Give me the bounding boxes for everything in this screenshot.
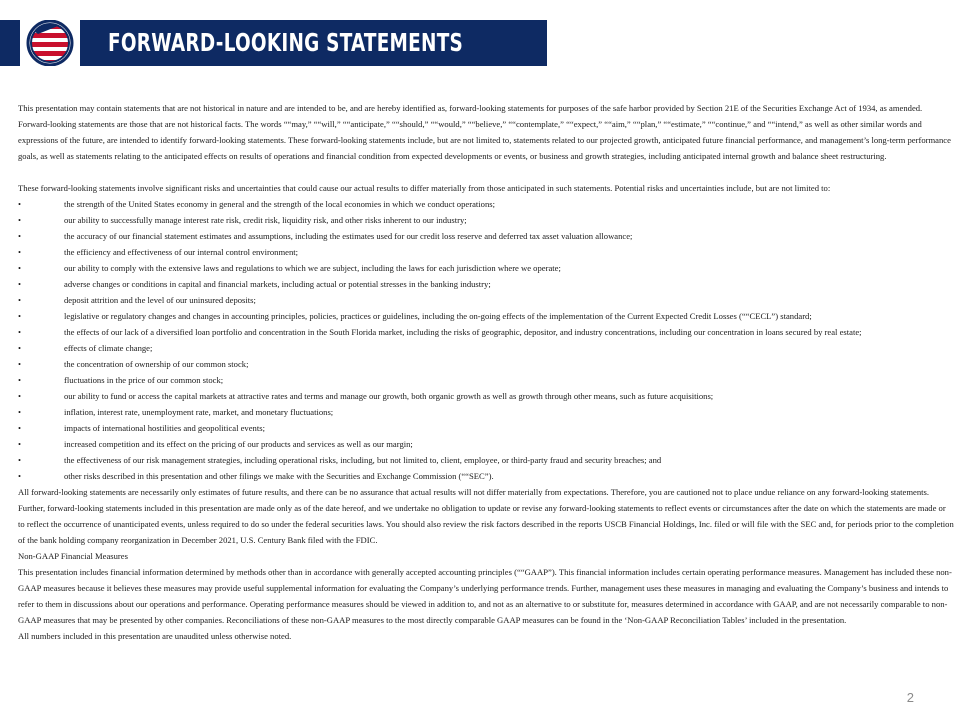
- list-item-text: our ability to comply with the extensive laws and regulations to which we are subject, including the laws for each jurisdiction where we operate;: [64, 263, 561, 273]
- bullet-icon: •: [18, 327, 22, 337]
- logo: [20, 20, 80, 66]
- body-text: [18, 100, 954, 644]
- non-gaap-paragraph: This presentation includes financial information determined by methods other than in accordance with generally accepted accounting principles (““GAAP”). This financial information includes certain operating performance measures. Management has included these non-GAAP measures because it believes these measures may provide useful supplemental information for evaluating the Company’s underlying performance trends. Further, management uses these measures in managing and evaluating the Company’s business and intends to refer to them in discussions about our operations and performance. Operating performance measures should be viewed in addition to, and not as an alternative to or substitute for, measures determined in accordance with GAAP, and are not necessarily comparable to non-GAAP measures that may be presented by other companies. Reconciliations of these non-GAAP measures to the most directly comparable GAAP measures can be found in the ‘Non-GAAP Reconciliation Tables’ included in the presentation.: [18, 567, 952, 625]
- page-number: 2: [906, 690, 914, 705]
- list-item-text: effects of climate change;: [64, 343, 153, 353]
- bullet-icon: •: [18, 391, 22, 401]
- list-item: [18, 228, 954, 244]
- list-item: [18, 276, 954, 292]
- list-item-text: adverse changes or conditions in capital and financial markets, including actual or potential stresses in the banking industry;: [64, 279, 491, 289]
- bullet-icon: •: [18, 263, 22, 273]
- list-item-text: other risks described in this presentation and other filings we make with the Securities and Exchange Commission (““SEC”).: [64, 471, 494, 481]
- flag-globe-icon: [24, 20, 76, 66]
- list-item-text: increased competition and its effect on the pricing of our products and services as well as our margin;: [64, 439, 413, 449]
- list-item-text: legislative or regulatory changes and changes in accounting principles, policies, practices or guidelines, including the on-going effects of the implementation of the Current Expected Credit Losses (““CECL”) standard;: [64, 311, 812, 321]
- list-item: [18, 340, 954, 356]
- list-item-text: our ability to fund or access the capital markets at attractive rates and terms and manage our growth, both organic growth as well as growth through other means, such as future acquisitions;: [64, 391, 714, 401]
- list-item-text: deposit attrition and the level of our uninsured deposits;: [64, 295, 256, 305]
- unaudited-note: All numbers included in this presentation are unaudited unless otherwise noted.: [18, 631, 292, 641]
- list-item: [18, 260, 954, 276]
- list-item: [18, 196, 954, 212]
- non-gaap-heading: Non-GAAP Financial Measures: [18, 551, 128, 561]
- list-item-text: the concentration of ownership of our common stock;: [64, 359, 249, 369]
- bullet-icon: •: [18, 279, 22, 289]
- list-item-text: inflation, interest rate, unemployment rate, market, and monetary fluctuations;: [64, 407, 334, 417]
- list-item: [18, 404, 954, 420]
- list-item: [18, 420, 954, 436]
- list-item: [18, 244, 954, 260]
- list-item: [18, 468, 954, 484]
- list-item: [18, 356, 954, 372]
- bullet-icon: •: [18, 215, 22, 225]
- bullet-icon: •: [18, 455, 22, 465]
- intro-paragraph: This presentation may contain statements that are not historical in nature and are intended to be, and are hereby identified as, forward-looking statements for purposes of the safe harbor provided by Section 21E of the Securities Exchange Act of 1934, as amended. Forward-looking statements are those that are not historical facts. The words ““may,” ““will,” ““anticipate,” ““should,” ““would,” ““believe,” ““contemplate,” ““expect,” ““aim,” ““plan,” ““estimate,” ““continue,” and ““intend,” as well as other similar words and expressions of the future, are intended to identify forward-looking statements. These forward-looking statements include, but are not limited to, statements related to our projected growth, anticipated future financial performance, and management’s long-term performance goals, as well as statements relating to the anticipated effects on results of operations and financial condition from expected developments or events, or business and growth strategies, including anticipated internal growth and balance sheet restructuring.: [18, 103, 951, 161]
- list-item: [18, 308, 954, 324]
- list-item-text: fluctuations in the price of our common stock;: [64, 375, 224, 385]
- bullet-icon: •: [18, 199, 22, 209]
- paragraph-gap: [18, 164, 954, 180]
- list-item-text: the strength of the United States economy in general and the strength of the local economies in which we conduct operations;: [64, 199, 495, 209]
- closing-paragraph: All forward-looking statements are necessarily only estimates of future results, and there can be no assurance that actual results will not differ materially from expectations. Therefore, you are cautioned not to place undue reliance on any forward-looking statements. Further, forward-looking statements included in this presentation are made only as of the date hereof, and we undertake no obligation to update or revise any forward-looking statements to reflect events or circumstances after the date on which the statements are made or to reflect the occurrence of unanticipated events, unless required to do so under the federal securities laws. You should also review the risk factors described in the reports USCB Financial Holdings, Inc. filed or will file with the SEC and, for periods prior to the completion of the bank holding company reorganization in December 2021, U.S. Century Bank filed with the FDIC.: [18, 487, 954, 545]
- risk-list: [18, 196, 954, 484]
- bullet-icon: •: [18, 359, 22, 369]
- list-item: [18, 436, 954, 452]
- list-item: [18, 292, 954, 308]
- list-item-text: the effects of our lack of a diversified loan portfolio and concentration in the South Florida market, including the risks of geographic, depositor, and industry concentrations, including our concentration in loans secured by real estate;: [64, 327, 862, 337]
- bullet-icon: •: [18, 423, 22, 433]
- list-item: [18, 324, 954, 340]
- list-item: [18, 388, 954, 404]
- list-item-text: the accuracy of our financial statement estimates and assumptions, including the estimates used for our credit loss reserve and deferred tax asset valuation allowance;: [64, 231, 633, 241]
- bullet-icon: •: [18, 439, 22, 449]
- bullet-icon: •: [18, 231, 22, 241]
- bullet-icon: •: [18, 295, 22, 305]
- bullet-icon: •: [18, 311, 22, 321]
- list-item-text: the effectiveness of our risk management strategies, including operational risks, including, but not limited to, client, employee, or third-party fraud and security breaches; and: [64, 455, 662, 465]
- list-item: [18, 372, 954, 388]
- list-item-text: impacts of international hostilities and geopolitical events;: [64, 423, 265, 433]
- bullet-icon: •: [18, 471, 22, 481]
- list-item: [18, 452, 954, 468]
- bullet-icon: •: [18, 343, 22, 353]
- bullet-icon: •: [18, 407, 22, 417]
- list-item-text: the efficiency and effectiveness of our internal control environment;: [64, 247, 299, 257]
- bullet-icon: •: [18, 375, 22, 385]
- list-item: [18, 212, 954, 228]
- page-title: FORWARD-LOOKING STATEMENTS: [108, 28, 464, 57]
- list-item-text: our ability to successfully manage interest rate risk, credit risk, liquidity risk, and other risks inherent to our industry;: [64, 215, 467, 225]
- risks-intro: These forward-looking statements involve significant risks and uncertainties that could cause our actual results to differ materially from those anticipated in such statements. Potential risks and uncertainties include, but are not limited to:: [18, 183, 831, 193]
- bullet-icon: •: [18, 247, 22, 257]
